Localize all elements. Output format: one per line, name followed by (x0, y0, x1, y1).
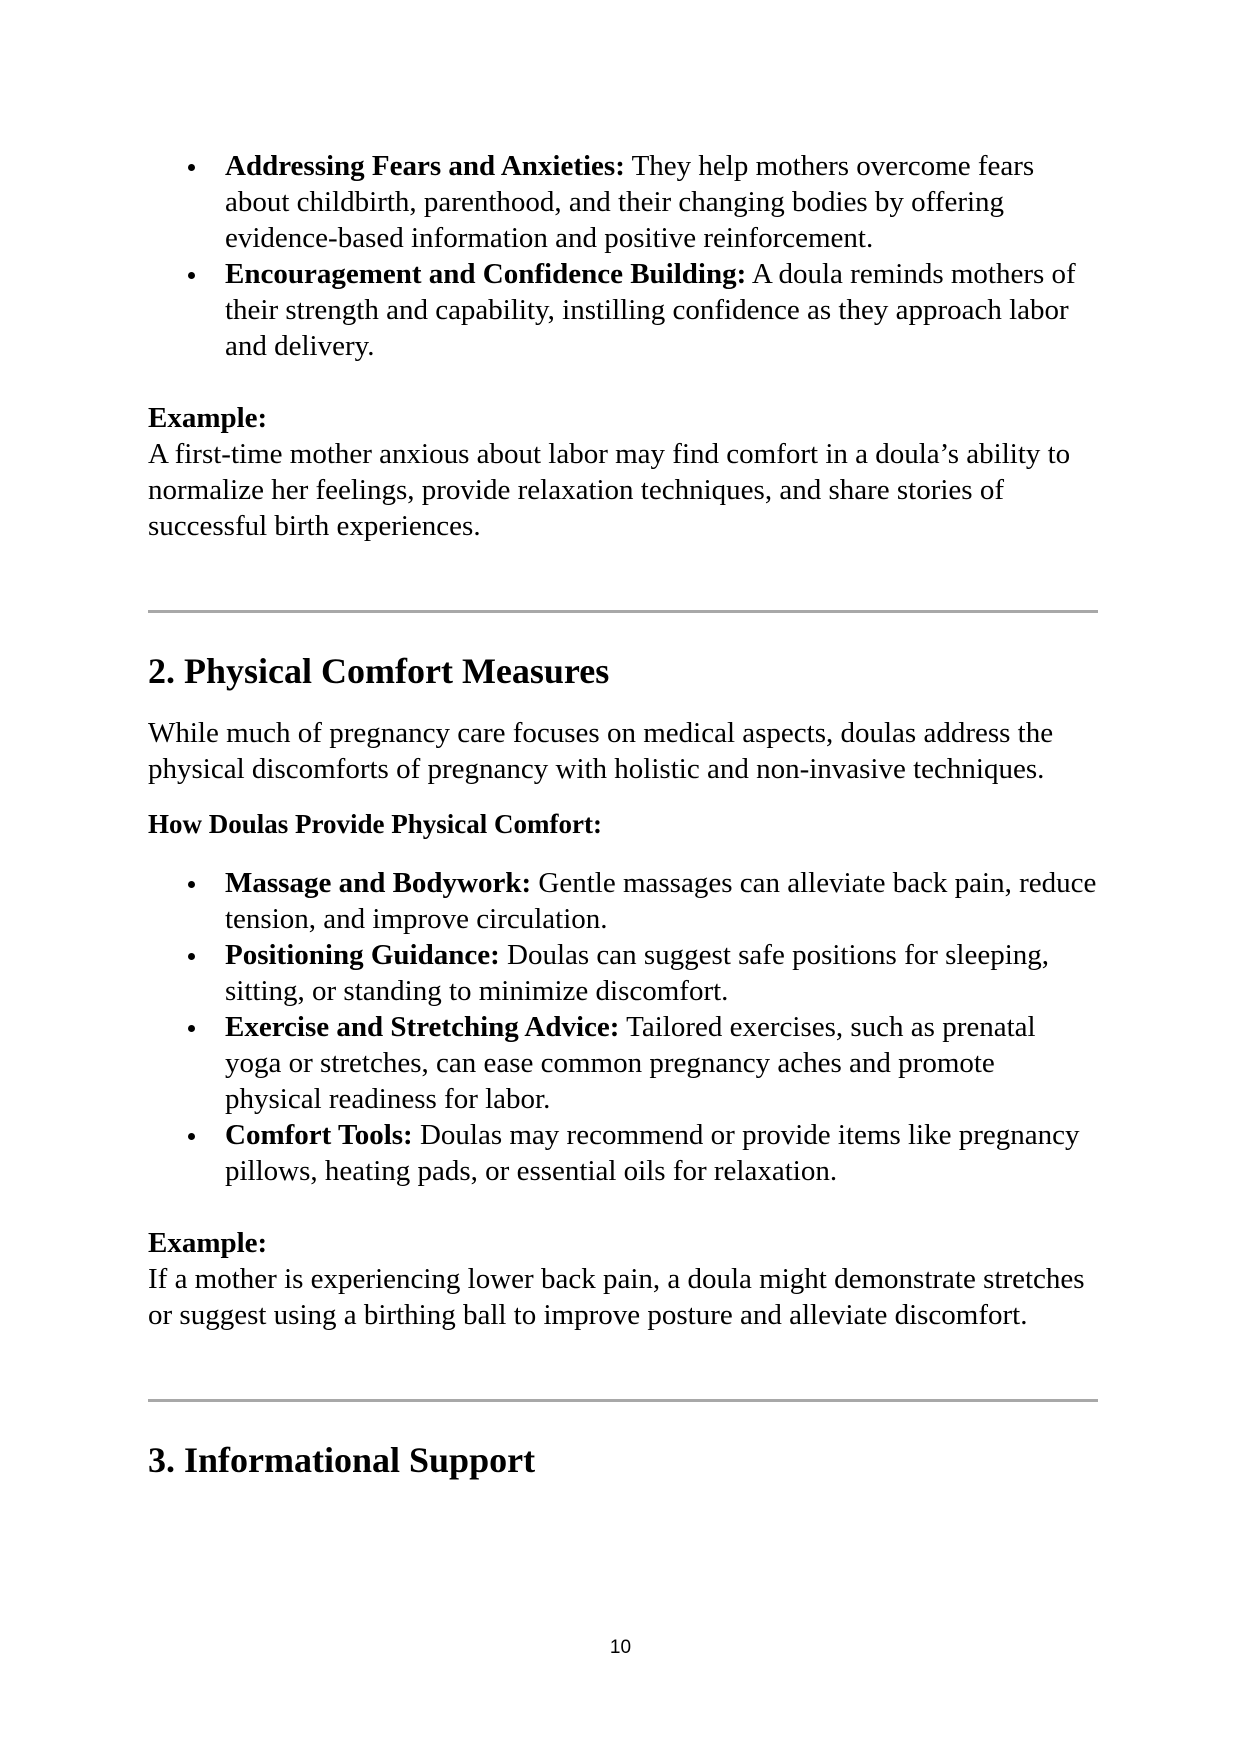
bullet-icon (188, 272, 195, 279)
bullet-title: Addressing Fears and Anxieties: (225, 150, 625, 182)
bullet-icon (188, 1133, 195, 1140)
list-item (148, 1117, 1098, 1189)
bullet-title: Comfort Tools: (225, 1119, 413, 1151)
bullet-icon (188, 164, 195, 171)
list-item (148, 865, 1098, 937)
section-heading: 2. Physical Comfort Measures (148, 651, 610, 691)
bullet-text: A doula reminds mothers of their strength and capability, instilling confidence as they approach labor and delivery. (225, 258, 1076, 362)
intro-bullet-list (148, 148, 1098, 364)
bullet-text: They help mothers overcome fears about childbirth, parenthood, and their changing bodies by offering evidence-based information and positive reinforcement. (225, 150, 1035, 254)
subheading: How Doulas Provide Physical Comfort: (148, 809, 602, 839)
bullet-title: Exercise and Stretching Advice: (225, 1011, 620, 1043)
bullet-title: Encouragement and Confidence Building: (225, 258, 747, 290)
bullet-text: Tailored exercises, such as prenatal yoga or stretches, can ease common pregnancy aches and promote physical readiness for labor. (225, 1011, 1036, 1115)
comfort-bullet-list (148, 865, 1098, 1189)
example-label: Example: (148, 1227, 268, 1259)
example-text: A first-time mother anxious about labor may find comfort in a doula’s ability to normalize her feelings, provide relaxation techniques, and share stories of successful birth experiences. (148, 438, 1071, 542)
bullet-icon (188, 1025, 195, 1032)
example-text: If a mother is experiencing lower back pain, a doula might demonstrate stretches or suggest using a birthing ball to improve posture and alleviate discomfort. (148, 1263, 1085, 1331)
list-item (148, 256, 1098, 364)
page-number: 10 (609, 1637, 632, 1658)
bullet-text: Doulas may recommend or provide items like pregnancy pillows, heating pads, or essential oils for relaxation. (225, 1119, 1080, 1187)
bullet-text: Doulas can suggest safe positions for sleeping, sitting, or standing to minimize discomfort. (225, 939, 1050, 1007)
list-item (148, 148, 1098, 256)
section-heading: 3. Informational Support (148, 1440, 536, 1480)
bullet-text: Gentle massages can alleviate back pain, reduce tension, and improve circulation. (225, 867, 1097, 935)
bullet-title: Positioning Guidance: (225, 939, 500, 971)
list-item (148, 1009, 1098, 1117)
bullet-title: Massage and Bodywork: (225, 867, 532, 899)
bullet-icon (188, 881, 195, 888)
bullet-icon (188, 953, 195, 960)
section-intro: While much of pregnancy care focuses on medical aspects, doulas address the physical discomforts of pregnancy with holistic and non-invasive techniques. (148, 717, 1054, 785)
list-item (148, 937, 1098, 1009)
page-content (148, 148, 1098, 1482)
example-label: Example: (148, 402, 268, 434)
